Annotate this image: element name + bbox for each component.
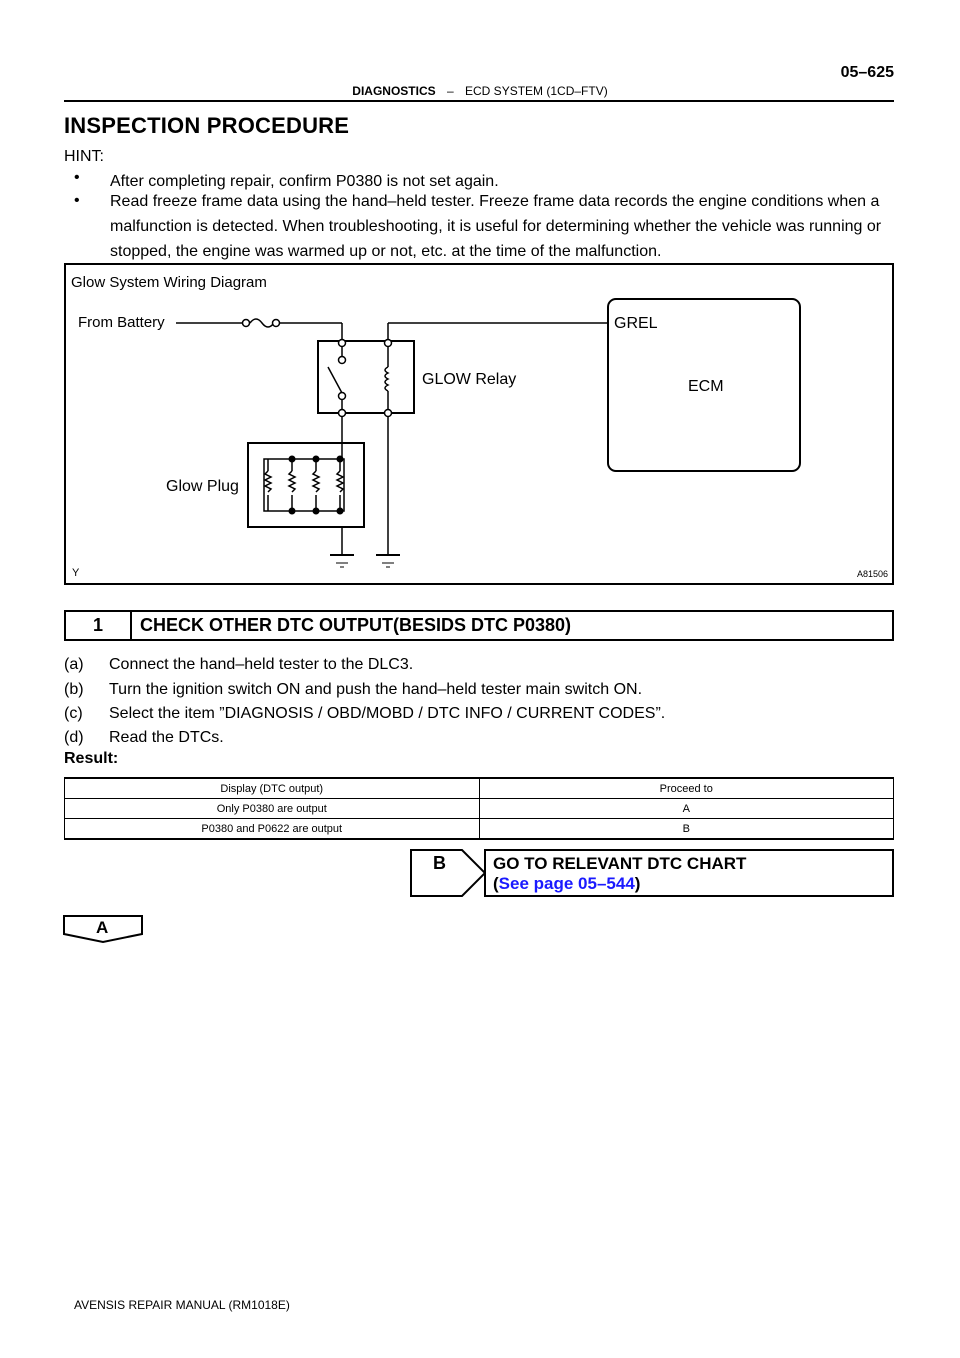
wiring-diagram <box>64 263 894 585</box>
section-name: DIAGNOSTICS <box>352 84 436 98</box>
branch-b-letter: B <box>433 853 446 873</box>
paren-close: ) <box>634 874 641 893</box>
glow-plug-elements <box>265 459 343 511</box>
substep-text: Select the item ”DIAGNOSIS / OBD/MOBD / DTC INFO / CURRENT CODES”. <box>109 705 666 722</box>
section-header <box>0 84 960 98</box>
from-battery-label: From Battery <box>78 314 165 331</box>
table-cell: P0380 and P0622 are output <box>65 819 480 840</box>
table-header-cell: Proceed to <box>479 778 894 799</box>
grel-label: GREL <box>614 315 658 332</box>
step-header <box>64 610 894 641</box>
substep-text: Turn the ignition switch ON and push the hand–held tester main switch ON. <box>109 681 643 698</box>
glow-relay-box <box>318 341 414 413</box>
fuse-symbol <box>250 319 274 327</box>
table-cell: B <box>479 819 894 840</box>
section-separator: – <box>446 84 454 98</box>
relay-switch-contact <box>328 367 342 393</box>
substep-text: Read the DTCs. <box>109 729 224 746</box>
branch-a-letter: A <box>96 918 109 937</box>
figure-id: A81506 <box>856 569 888 579</box>
page-number: 05–625 <box>840 64 894 81</box>
substep-label: (c) <box>64 705 83 722</box>
diagram-title: Glow System Wiring Diagram <box>71 274 267 291</box>
paren-open: ( <box>493 874 499 893</box>
substep-label: (d) <box>64 729 84 746</box>
wiring-diagram-svg <box>66 265 892 583</box>
header-rule <box>64 100 894 102</box>
footer: AVENSIS REPAIR MANUAL (RM1018E) <box>74 1298 290 1312</box>
branch-b-instruction <box>484 849 894 897</box>
glow-relay-label: GLOW Relay <box>422 371 517 388</box>
table-cell: A <box>479 799 894 819</box>
substep-label: (a) <box>64 656 84 673</box>
branch-b-reference <box>493 874 892 894</box>
table-header-row <box>65 778 894 799</box>
step-title: CHECK OTHER DTC OUTPUT(BESIDS DTC P0380) <box>140 615 572 635</box>
bullet-dot: • <box>74 169 80 186</box>
page-title: INSPECTION PROCEDURE <box>64 113 350 138</box>
branch-b-title: GO TO RELEVANT DTC CHART <box>493 854 747 873</box>
diagram-corner-mark: Y <box>72 567 80 579</box>
glow-plug-label: Glow Plug <box>166 478 239 495</box>
result-table <box>64 777 894 840</box>
branch-b-arrow <box>410 849 486 897</box>
hint-bullet-1: After completing repair, confirm P0380 is not set again. <box>110 173 499 190</box>
table-row <box>65 799 894 819</box>
substep-text: Connect the hand–held tester to the DLC3. <box>109 656 414 673</box>
substep-label: (b) <box>64 681 84 698</box>
bullet-dot: • <box>74 192 80 209</box>
see-page-link[interactable]: See page 05–544 <box>498 874 635 893</box>
relay-coil <box>385 367 388 391</box>
step-number: 1 <box>66 612 132 639</box>
table-row <box>65 819 894 840</box>
hint-label: HINT: <box>64 148 104 165</box>
result-label: Result: <box>64 750 119 767</box>
subsection-name: ECD SYSTEM (1CD–FTV) <box>465 84 608 98</box>
hint-bullet-2: Read freeze frame data using the hand–held tester. Freeze frame data records the engine conditions when a malfunction is detected. When troubleshooting, it is useful for determining whether the vehicle was running or stopped, the engine was warmed up or not, etc. at the time of the malfunction. <box>110 193 882 260</box>
ecm-label: ECM <box>688 378 724 395</box>
table-header-cell: Display (DTC output) <box>65 778 480 799</box>
table-cell: Only P0380 are output <box>65 799 480 819</box>
